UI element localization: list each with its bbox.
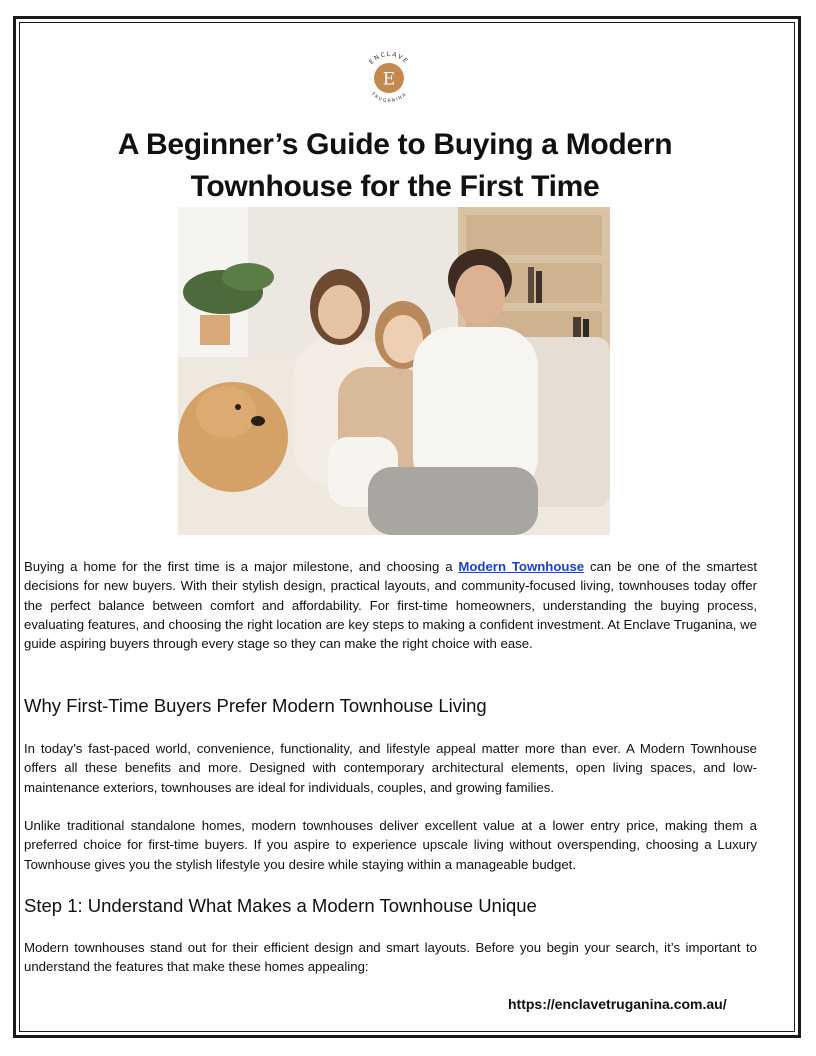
why-buyers-paragraph-2: Unlike traditional standalone homes, modern townhouses deliver excellent value at a lower entry price, making them a preferred choice for first-time buyers. If you aspire to experience upscale living without overspending, choosing a Luxury Townhouse gives you the stylish lifestyle you desire while staying within a manageable budget. bbox=[24, 818, 757, 872]
page-title bbox=[60, 124, 730, 208]
intro-text-after: can be one of the smartest decisions for new buyers. With their stylish design, practical layouts, and community-focused living, townhouses today offer the perfect balance between comfort and affordability. For first-time homeowners, understanding the buying process, evaluating features, and choosing the right location are key steps to making a confident investment. At Enclave Truganina, we guide aspiring buyers through every stage so they can make the right choice with ease. bbox=[24, 559, 758, 652]
svg-text:ENCLAVE: ENCLAVE bbox=[368, 50, 410, 66]
intro-text-before: Buying a home for the first time is a major milestone, and choosing a bbox=[24, 559, 459, 574]
modern-townhouse-link[interactable]: Modern Townhouse bbox=[458, 559, 585, 574]
svg-text:E: E bbox=[382, 69, 396, 90]
title-line-1: A Beginner’s Guide to Buying a Modern bbox=[117, 128, 673, 161]
enclave-truganina-logo bbox=[351, 46, 427, 110]
why-buyers-paragraph-1: In today’s fast-paced world, convenience, functionality, and lifestyle appeal matter more than ever. A Modern Townhouse offers all these benefits and more. Designed with contemporary architectural elements, open living spaces, and low-maintenance exteriors, townhouses are ideal for individuals, couples, and growing families. bbox=[24, 741, 757, 795]
intro-paragraph bbox=[24, 557, 757, 653]
title-line-2: Townhouse for the First Time bbox=[190, 170, 600, 203]
section-heading-why-buyers: Why First-Time Buyers Prefer Modern Townhouse Living bbox=[24, 695, 487, 716]
hero-family-photo bbox=[178, 207, 610, 535]
section-heading-step-1: Step 1: Understand What Makes a Modern Townhouse Unique bbox=[24, 895, 537, 916]
step-1-paragraph: Modern townhouses stand out for their efficient design and smart layouts. Before you begin your search, it’s important to understand the features that make these homes appealing: bbox=[24, 940, 757, 975]
footer-website-url[interactable]: https://enclavetruganina.com.au/ bbox=[508, 996, 727, 1012]
svg-text:TRUGANINA: TRUGANINA bbox=[369, 91, 409, 105]
